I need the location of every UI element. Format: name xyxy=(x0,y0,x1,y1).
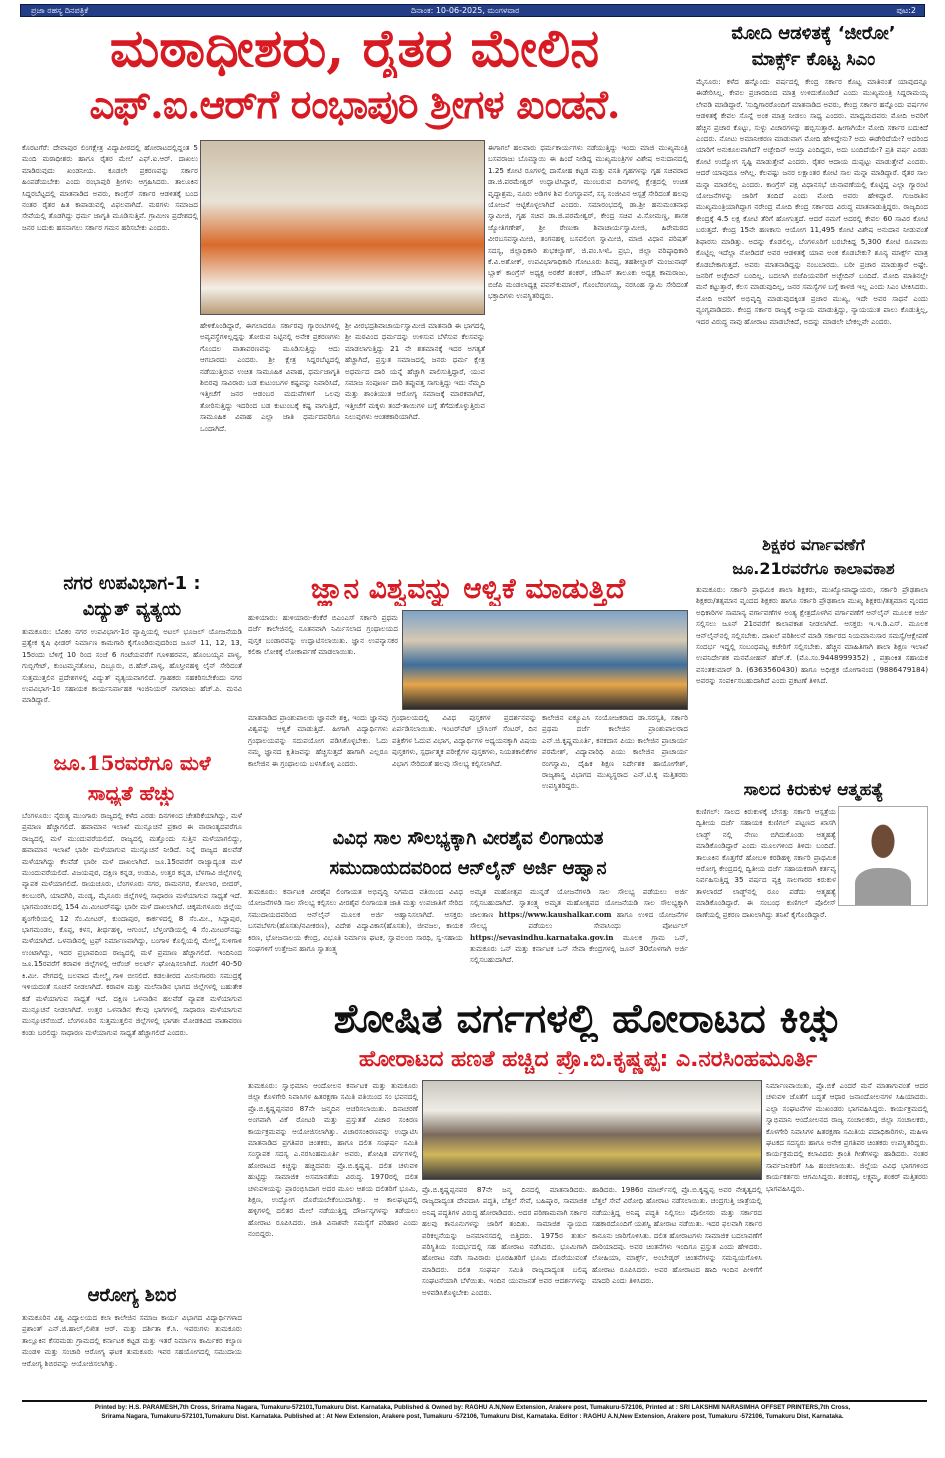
knowledge-column-0: ಮಾತನಾಡಿದ ಪ್ರಾಂಶುಪಾಲರು ಜ್ಞಾನವೇ ಶಕ್ತಿ, ಇಂದು ಜ್ಞಾನವು ವಿಶ್ವವನ್ನು ಆಳ್ವಿಕೆ ಮಾಡುತ್ತಿದೆ. ಹೀಗಾಗಿ ವಿದ್ಯಾರ್ಥಿಗಳು ಗ್ರಂಥಾಲಯವನ್ನು ಸದುಪಯೋಗ ಪಡಿಸಿಕೊಳ್ಳಬೇಕು. ಓದು ನಮ್ಮ ಜ್ಞಾನದ ಕ್ಷಿತಿಜವನ್ನು ಹೆಚ್ಚಿಸುತ್ತದೆ ಹಾಗಾಗಿ ಎಲ್ಲರೂ ಕಾಲೇಜಿನ ಈ ಗ್ರಂಥಾಲಯ ಬಳಸಿಕೊಳ್ಳಿ ಎಂದರು. xyxy=(248,713,388,768)
lead-column-4: ಈಗಾಗಲೆ ಹಲವಾರು ಧರ್ಮಕಾರ್ಯಗಳು ನಡೆಯುತ್ತಿದ್ದು ಇಂದು ಮಾಜಿ ಮುಖ್ಯಮಂತ್ರಿ ಬಸವರಾಜು ಬೊಮ್ಮಾಯಿ ಈ ಹಿಂದೆ ನೀಡಿದ್ದ ಮುಖ್ಯಮಂತ್ರಿಗಳ ವಿಶೇಷ ಅನುದಾನದಲ್ಲಿ 1.25 ಕೋಟಿ ರೂಗಳಲ್ಲಿ ದಾಸೋಹ ಕಟ್ಟಡ ಮತ್ತು ವಸತಿ ಗೃಹಗಳನ್ನು ಗೃಹ ಸಚಿವರಾದ ಡಾ.ಜಿ.ಪರಮೇಶ್ವರ್ ಉದ್ಘಾಟಿಸಿದ್ದಾರೆ, ಮುಂಬರುವ ದಿನಗಳಲ್ಲಿ ಕ್ಷೇತ್ರದಲ್ಲಿ ಉಚಿತ ವೃದ್ಧಾಶ್ರಮ, ನೂರು ಅಡಿಗಳ ಶಿವ ಲಿಂಗಸ್ಥಾಪನೆ, ಸಸ್ಯ ಸಂಜೀವಿನ ಆಸ್ಪತ್ರೆ ಸೇರಿದಂತೆ ಹಲವು ಯೋಜನೆ ಆಟ್ಟಿಕೊಳ್ಳಲಾಗಿದೆ ಎಂದರು. ಸಮಾರಂಭದಲ್ಲಿ ಡಾ.ಶ್ರೀ ಹನುಮಂತನಾಥ ಸ್ವಾಮೀಜಿ, ಗೃಹ ಸಚಿವ ಡಾ.ಜಿ.ಪರಮೇಶ್ವರ್, ಕೇಂದ್ರ ಸಚಿವ ವಿ.ಸೋಮಣ್ಣ, ಶಾಸಕ ಜ್ಯೋತಿಗಣೇಶ್, ಶ್ರೀ ರೇಣುಕಾ ಶಿವಾಚಾರ್ಯಸ್ವಾಮೀಜಿ, ಹಿರೇಮಠದ ವೀರಬಸವಸ್ವಾಮೀಜಿ, ತಂಗನಹಳ್ಳಿ ಬಸವಲಿಂಗ ಸ್ವಾಮೀಜಿ, ಮಾಜಿ ವಿಧಾನ ಪರಿಷತ್ ಸದಸ್ಯ, ಜಿಲ್ಲಾಧಿಕಾರಿ ಶುಭಕಲ್ಯಾಣ್, ಜಿ.ಪಂ.ಸಿಇಓ ಪ್ರಭು, ಜಿಲ್ಲಾ ವರಿಷ್ಠಾಧಿಕಾರಿ ಕೆ.ವಿ.ಅಶೋಕ್, ಉಪವಿಭಾಗಾಧಿಕಾರಿ ಗೋಟೂರು ಶಿವಪ್ಪ, ತಹಶೀಲ್ದಾರ್ ಮಂಜುನಾಥ್ ಬ್ಲಾಕ್ ಕಾಂಗ್ರೆಸ್ ಅಧ್ಯಕ್ಷ ಅರಕೆರೆ ಶಂಕರ್, ಜೆಡಿಎಸ್ ತಾಲೂಕು ಅಧ್ಯಕ್ಷ ಕಾಮರಾಜು, ಬಿಜೆಪಿ ಮಂಡಲಾಧ್ಯಕ್ಷ ಪವನ್‌ಕುಮಾರ್, ಗೊಂಬೆರಂಗಯ್ಯ, ನರಸಿಂಹ ಸ್ವಾಮಿ ಸೇರಿದಂತೆ ಭಕ್ತಾದಿಗಳು ಉಪಸ್ಥಿತರಿದ್ದರು. xyxy=(488,143,688,301)
knowledge-intro: ಹುಳಿಯಾರು: ಹುಳಿಯಾರು-ಕೆಂಕೆರೆ ಬಿಎಂಎಸ್ ಸರ್ಕಾರಿ ಪ್ರಥಮ ದರ್ಜೆ ಕಾಲೇಜಿನಲ್ಲಿ ನೂತನವಾಗಿ ನಿರ್ಮಿಸಲಾದ ಗ್ರಂಥಾಲಯದ ಪುಸ್ತಕ ಬಂಡಾರವನ್ನು ಉದ್ಘಾಟಿಸಲಾಯಿತು. ಜ್ಞಾನ ಉಪನ್ಯಾಸಕರ ಕಲಿಕಾ ಲೋಕಕ್ಕೆ ಲೋಕಾರ್ಪಣೆ ಮಾಡಲಾಯಿತು. xyxy=(248,613,398,657)
knowledge-column-1: ಗ್ರಂಥಾಲಯದಲ್ಲಿ ವಿವಿಧ ಪುಸ್ತಕಗಳ ಪ್ರದರ್ಶನವನ್ನು ಏರ್ಪಡಿಸಲಾಯಿತು. ಇಂಟರ್‌ನೆಟ್ ಬ್ರೌಸಿಂಗ್ ಸೆಂಟರ್, ದಿನ ಪತ್ರಿಕೆಗಳ ಓದುವ ವಿಭಾಗ, ವಿದ್ಯಾರ್ಥಿಗಳ ಅಧ್ಯಯನಕ್ಕಾಗಿ ವಿಷಯ ಪುಸ್ತಕಗಳು, ಸ್ಪರ್ಧಾತ್ಮಕ ಪರೀಕ್ಷೆಗಳ ಪುಸ್ತಕಗಳು, ನಿಯತಕಾಲಿಕೆಗಳ ವಿಭಾಗ ಸೇರಿದಂತೆ ಹಲವು ಸೌಲಭ್ಯ ಕಲ್ಪಿಸಲಾಗಿದೆ. xyxy=(392,713,537,768)
struggle-headline: ಶೋಷಿತ ವರ್ಗಗಳಲ್ಲಿ ಹೋರಾಟದ ಕಿಚ್ಚು xyxy=(333,996,843,1042)
victim-portrait-photo xyxy=(838,806,928,906)
struggle-subheadline: ಹೋರಾಟದ ಹಣತೆ ಹಚ್ಚಿದ ಪ್ರೊ.ಬಿ.ಕೃಷ್ಣಪ್ಪ: ಎ.ನರಸಿಂಹಮೂರ್ತಿ xyxy=(358,1047,818,1072)
phone-assistant: (6363560430) xyxy=(746,664,798,674)
knowledge-headline: ಜ್ಞಾನ ವಿಶ್ವವನ್ನು ಆಳ್ವಿಕೆ ಮಾಡುತ್ತಿದೆ xyxy=(310,572,626,605)
issue-date: ದಿನಾಂಕ: 10-06-2025, ಮಂಗಳವಾರ xyxy=(411,6,520,15)
paper-name: ಪ್ರಜಾ ರಹಸ್ಯ ದಿನಪತ್ರಿಕೆ xyxy=(31,6,89,15)
power-body: ತುಮಕೂರು: ಬೆವಿಕಂ ನಗರ ಉಪವಿಭಾಗ-1ರ ವ್ಯಾಪ್ತಿಯಲ್ಲಿ ಅಟಲ್ ಭೂಜಲ್ ಯೋಜನೆಯಡಿ ಪ್ರತ್ಯೇಕ ಕೃಷಿ ಫೀಡರ್ ನಿರ್ಮಾಣ ಕಾಮಗಾರಿ ಕೈಗೊಂಡಿರುವುದರಿಂದ ಜೂನ್ 11, 12, 13, 15ರಂದು ಬೆಳಿಗ್ಗೆ 10 ರಿಂದ ಸಂಜೆ 6 ಗಂಟೆಯವರೆಗೆ ಗೂಳಿಹರವನ, ಹೊಂಬಯ್ಯನ ಪಾಳ್ಯ, ಗುಬ್ಬಿಗೇಟ್, ಕುಂಟಮ್ಮನತೋಟ, ದಿಬ್ಬೂರು, ಬಿ.ಹೆಚ್.ಪಾಳ್ಯ, ಹೊಸ್ತೀನಹಳ್ಳಿ ಲೈನ್ ಸೇರಿದಂತೆ ಸುತ್ತಮುತ್ತಲಿನ ಪ್ರದೇಶಗಳಲ್ಲಿ ವಿದ್ಯುತ್ ವ್ಯತ್ಯಯವಾಗಲಿದೆ. ಗ್ರಾಹಕರು ಸಹಕರಿಸಬೇಕೆಂದು ನಗರ ಉಪವಿಭಾಗ-1ರ ಸಹಾಯಕ ಕಾರ್ಯನಿರ್ವಾಹಕ ಇಂಜಿನಿಯರ್ ನಾಗರಾಜು ಹೆಚ್.ಪಿ. ಮನವಿ ಮಾಡಿದ್ದಾರೆ. xyxy=(22,627,242,705)
loan-column-2-a: ಅಮೃತ ಮಹೋತ್ಸವ ಮುನ್ನಡೆ ಯೋಜನೆಗಳಡಿ ಸಾಲ ಸೌಲಭ್ಯ ಪಡೆಯಲು ಅರ್ಜಿ ಸಲ್ಲಿಸಬಹುದಾಗಿದೆ. ಸ್ವಾತಂತ್ರ್ಯ ಅಮೃತ ಮಹೋತ್ಸವದ ಯೋಜನೆಯಡಿ ಸಾಲ ಸೌಲಭ್ಯಕ್ಕಾಗಿ ಜಾಲತಾಣ xyxy=(470,887,688,919)
phone-deputy-director: (ಮೊ.ಸಂ.9448999352) xyxy=(796,653,869,663)
lead-photo xyxy=(200,140,485,315)
teachers-body-b: , ಪತ್ರಾಂಕಿತ ಸಹಾಯಕ ವಸಂತಕುಮಾರ್ ಡಿ. xyxy=(696,653,928,674)
power-headline-line2: ವಿದ್ಯುತ್ ವ್ಯತ್ಯಯ xyxy=(82,599,182,620)
knowledge-column-2: ಕಾಲೇಜಿನ ಐಕ್ಯೂಎಸಿ ಸಂಯೋಜಕರಾದ ಡಾ.ಸರಸ್ವತಿ, ಸರ್ಕಾರಿ ಪ್ರಥಮ ದರ್ಜೆ ಕಾಲೇಜಿನ ಪ್ರಾಂಶುಪಾಲರಾದ ಎನ್.ಜಿ.ಕೃಷ್ಣಮೂರ್ತಿ, ಕನಕದಾಸ ಪಿಯು ಕಾಲೇಜಿನ ಪ್ರಾಚಾರ್ಯ ಪರಮೇಶ್, ವಿದ್ಯಾವಾರಿಧಿ ಪಿಯು ಕಾಲೇಜಿನ ಪ್ರಾಚಾರ್ಯ ರಂಗಸ್ವಾಮಿ, ದೈಹಿಕ ಶಿಕ್ಷಣ ನಿರ್ದೇಶಕ ಹಾಯೋಗೇಶ್, ರಾಜ್ಯಶಾಸ್ತ್ರ ವಿಭಾಗದ ಮುಖ್ಯಸ್ಥರಾದ ಎನ್.ಟಿ.ಕ್ಕ ಮತ್ತಿತರರು ಉಪಸ್ಥಿತರಿದ್ದರು. xyxy=(542,713,688,791)
struggle-column-3: ಹಾಡಿದರು. 1986ರ ಮಾರ್ಚ್‌ನಲ್ಲಿ ಪ್ರೊ.ಬಿ.ಕೃಷ್ಣಪ್ಪ ಅವರ ನೇತೃತ್ವದಲ್ಲಿ ಬೆತ್ತಲೆ ಸೇವೆ ವಿರೋಧಿ ಹೋರಾಟ ನಡೆಸಲಾಯಿತು. ಚಂದ್ರಗುತ್ತಿ ಜಾತ್ರೆಯಲ್ಲಿ ನಡೆಯುತ್ತಿದ್ದ ಅನಿಷ್ಠ ಪದ್ಧತಿ ನಿಲ್ಲಿಸಲು ಪೊಲೀಸರು ಮತ್ತು ಸರ್ಕಾರದ ಸಹಕಾರದೊಂದಿಗೆ ಯಶಸ್ವಿ ಹೋರಾಟ ನಡೆಯಿತು. ಇದರ ಫಲವಾಗಿ ಸರ್ಕಾರ ಕಾನೂನು ಜಾರಿಗೊಳಿಸಿತು. ದಲಿತ ಹೋರಾಟಗಳು ಸಾಮಾಜಿಕ ಬದಲಾವಣೆಗೆ ದಾರಿಯಾದವು. ಅವರ ಚಿಂತನೆಗಳು ಇಂದಿಗೂ ಪ್ರಸ್ತುತ ಎಂದು ಹೇಳಿದರು. ಲೋಹಿಯಾ, ಮಾರ್ಕ್ಸ್, ಅಂಬೇಡ್ಕರ್ ಚಿಂತನೆಗಳನ್ನು ಸಮನ್ವಯಗೊಳಿಸಿ ಹೋರಾಟ ರೂಪಿಸಿದರು. ಅವರ ಹೋರಾಟದ ಹಾದಿ ಇಂದಿನ ಪೀಳಿಗೆಗೆ ಮಾದರಿ ಎಂದು ತಿಳಿಸಿದರು. xyxy=(592,1185,762,1286)
modi-body: ಮೈಸೂರು: ಕಳೆದ ಹನ್ನೊಂದು ವರ್ಷದಲ್ಲಿ ಕೇಂದ್ರ ಸರ್ಕಾರ ಕೊಟ್ಟ ಮಾತಿನಂತೆ ಯಾವುದನ್ನೂ ಈಡೇರಿಸಿಲ್ಲ. ಕೇವಲ ಪ್ರಚಾರದಿಂದ ಮಾತ್ರ ಉಳಿದುಕೊಂಡಿದೆ ಎಂದು ಮುಖ್ಯಮಂತ್ರಿ ಸಿದ್ದರಾಮಯ್ಯ ಲೇವಡಿ ಮಾಡಿದ್ದಾರೆ. 'ಸುದ್ದಿಗಾರರೊಂದಿಗೆ ಮಾತನಾಡಿದ ಅವರು, ಕೇಂದ್ರ ಸರ್ಕಾರ ಹನ್ನೊಂದು ವರ್ಷಗಳ ಆಡಳಿತಕ್ಕೆ ಕೇವಲ ಸೊನ್ನೆ ಅಂಕ ಮಾತ್ರ ನೀಡಲು ಸಾಧ್ಯ ಎಂದರು. ಮಾಧ್ಯಮದವರು ಮೋದಿ ಅವರಿಗೆ ಹೆಚ್ಚಿನ ಪ್ರಚಾರ ಕೊಟ್ಟು, ಸುಳ್ಳು ವಿಚಾರಗಳನ್ನು ಹಬ್ಬಿಸುತ್ತಾರೆ. ಹೀಗಾಗಿಯೇ ಮೋದಿ ಸರ್ಕಾರ ಬದುಕಿದೆ ಎಂದರು. ನೋಟು ಅಮಾನೀಕರಣ ಮಾಡುವಾಗ ಮೋದಿ ಹೇಳಿದ್ದೇನು? ಅದು ಈಡೇರಿದೆಯೇ? ಅದರಿಂದ ಯಾರಿಗೆ ಅನುಕೂಲವಾಗಿದೆ? ಅಚ್ಛೇದಿನ್ ಆಯ್ತಾ ಎಂದಿದ್ದರು, ಅದು ಬಂದಿದೆಯೇ? ಪ್ರತಿ ವರ್ಷ ಎರಡು ಕೋಟಿ ಉದ್ಯೋಗ ಸೃಷ್ಟಿ ಮಾಡುತ್ತೇವೆ ಎಂದರು. ರೈತರ ಆದಾಯ ದುಪ್ಪಟ್ಟು ಮಾಡುತ್ತೇವೆ ಎಂದರು. ಆದರೆ ಯಾವುದೂ ಆಗಿಲ್ಲ. ಕೆಲವಷ್ಟು ಜನರ ಲಕ್ಷಾಂತರ ಕೋಟಿ ಸಾಲ ಮನ್ನಾ ಮಾಡಿದ್ದಾರೆ. ರೈತರ ಸಾಲ ಮನ್ನಾ ಮಾಡಲಿಲ್ಲ ಎಂದರು. ಕಾಂಗ್ರೆಸ್ ಪಕ್ಷ ವಿಧಾನಸಭೆ ಚುನಾವಣೆಯಲ್ಲಿ ಕೊಟ್ಟಿದ್ದ ಎಲ್ಲಾ ಗ್ಯಾರಂಟಿ ಯೋಜನೆಗಳನ್ನು ಜಾರಿಗೆ ತಂದಿದೆ ಎಂದು ಮೋದಿ ಅವರು ಹೇಳಿದ್ದಾರೆ. ಗುಜರಾತಿನ ಮುಖ್ಯಮಂತ್ರಿಯಾಗಿದ್ದಾಗ ನರೇಂದ್ರ ಮೋದಿ ಕೇಂದ್ರ ಸರ್ಕಾರದ ವಿರುದ್ಧ ಮಾತನಾಡುತ್ತಿದ್ದರು. ರಾಜ್ಯದಿಂದ ಕೇಂದ್ರಕ್ಕೆ 4.5 ಲಕ್ಷ ಕೋಟಿ ತೆರಿಗೆ ಹೋಗುತ್ತದೆ. ಆದರೆ ನಮಗೆ ಅದರಲ್ಲಿ ಕೇವಲ 60 ಸಾವಿರ ಕೋಟಿ ಬರುತ್ತದೆ. ಕೇಂದ್ರ 15ನೇ ಹಣಕಾಸು ಆಯೋಗ 11,495 ಕೋಟಿ ವಿಶೇಷ ಅನುದಾನ ನೀಡುವಂತೆ ಶಿಫಾರಸು ಮಾಡಿತ್ತು. ಅದನ್ನು ಕೊಡಲಿಲ್ಲ. ಬೆಂಗಳೂರಿಗೆ ಬರಬೇಕಿದ್ದ 5,300 ಕೋಟಿ ರೂಪಾಯಿ ಕೊಟ್ಟಿಲ್ಲ ಇದೆಲ್ಲಾ ನೋಡಿದರೆ ಅವರ ಆಡಳಿತಕ್ಕೆ ಯಾವ ಅಂಕ ಕೊಡಬೇಕು? ಶೂನ್ಯ ಮಾರ್ಕ್ಸ್ ಮಾತ್ರ ಕೊಡಬೇಕಾಗುತ್ತದೆ. ಅವರು ಮಾತನಾಡಿದ್ದನ್ನು ನಂಬಬಾರದು. ಬರೀ ಪ್ರಚಾರ ಮಾಡುತ್ತಾರೆ ಅಷ್ಟೇ. ಜನರಿಗೆ ಅಚ್ಛೇದಿನ್ ಬಂದಿಲ್ಲ. ಬದಲಾಗಿ ಬಿಜೆಪಿಯವರಿಗೆ ಅಚ್ಛೇದಿನ್ ಬಂದಿದೆ. ಮೋದಿ ಮಾತಿನಲ್ಲೇ ಮನೆ ಕಟ್ಟುತ್ತಾರೆ, ಕೆಲಸ ಮಾಡುವುದಿಲ್ಲ, ಜನರ ಸಮಸ್ಯೆಗಳ ಬಗ್ಗೆ ಕಾಳಜಿ ಇಲ್ಲ ಎಂದು ಸಿಎಂ ಟೀಕಿಸಿದರು. ಮೋದಿ ಅವರಿಗೆ ಅಭಿವೃದ್ಧಿ ಮಾಡುವುದಕ್ಕಿಂತ ಪ್ರಚಾರ ಮುಖ್ಯ, ಇದೇ ಅವರ ಸಾಧನೆ ಎಂದು ವ್ಯಂಗ್ಯವಾಡಿದರು. ಕೇಂದ್ರ ಸರ್ಕಾರ ರಾಜ್ಯಕ್ಕೆ ಅನ್ಯಾಯ ಮಾಡುತ್ತಿದ್ದು, ನ್ಯಾಯಯುತ ಪಾಲು ಕೊಡುತ್ತಿಲ್ಲ, ಇದರ ವಿರುದ್ಧ ನಾವು ಹೋರಾಟ ಮಾಡಬೇಕಿದೆ, ಅದನ್ನು ಮಾಡಲೇ ಬೇಕಲ್ಲವೇ ಎಂದರು. xyxy=(696,77,928,326)
imprint-line-1: Printed by: H.S. PARAMESH,7th Cross, Srirama Nagara, Tumakuru-572101,Tumakuru Dist. Karnataka, Published & Owned by: RAGHU A.N,New Extension, Arakere post, Tumakuru-572106, Printed at : SRI LAKSHMI NARASIMHA OFFSET PRINTERS,7th Cross, xyxy=(94,1404,851,1411)
suicide-headline: ಸಾಲದ ಕಿರುಕುಳ ಆತ್ಮಹತ್ಯೆ xyxy=(743,780,884,800)
lead-headline-line1: ಮಠಾಧೀಶರು, ರೈತರ ಮೇಲಿನ xyxy=(109,20,600,78)
page-number: ಪುಟ:2 xyxy=(896,6,916,15)
power-headline-line1: ನಗರ ಉಪವಿಭಾಗ-1 : xyxy=(63,573,201,594)
footer-rule xyxy=(22,1400,927,1402)
rain-headline-line2: ಸಾಧ್ಯತೆ ಹೆಚ್ಚು xyxy=(87,781,177,805)
masthead-bar xyxy=(20,4,925,17)
loan-column-2 xyxy=(470,886,688,990)
struggle-column-4: ನಿರ್ಮಾಣವಾಯಿತು, ಪ್ರೊ.ಬಿಕೆ ಎಂದರೆ ಮನೆ ಮಾತಾಗುವಂತೆ ಆದರ ಚಳುವಳಿ ಜೊತೆಗೆ ಬದ್ಧತೆ ಆಧಾರ ಜನಾಂದೋಲನಗಳ ಸಿಹಿಯಾದರು. ಎಲ್ಲಾ ಸಂಘಟನೆಗಳ ಮುಖಂಡರು ಭಾಗವಹಿಸಿದ್ದರು. ಕಾರ್ಯಕ್ರಮದಲ್ಲಿ ಸ್ವಾಭಿಮಾನಿ ಆಂದೋಲನದ ರಾಜ್ಯ ಸಂಚಾಲಕರು, ಜಿಲ್ಲಾ ಸಂಚಾಲಕರು, ಕೊಳಗೇರಿ ನಿವಾಸಿಗಳ ಹಿತರಕ್ಷಣಾ ಸಮಿತಿಯ ಪದಾಧಿಕಾರಿಗಳು, ಮಹಿಳಾ ಘಟಕದ ಸದಸ್ಯರು ಹಾಗೂ ಅನೇಕ ಪ್ರಗತಿಪರ ಚಿಂತಕರು ಉಪಸ್ಥಿತರಿದ್ದರು. ಕಾರ್ಯಕ್ರಮದಲ್ಲಿ ಕಲಾವಿದರು ಕ್ರಾಂತಿ ಗೀತೆಗಳನ್ನು ಹಾಡಿದರು. ನಂತರ ಸಾರ್ವಜನಿಕರಿಗೆ ಸಿಹಿ ಹಂಚಲಾಯಿತು. ಜಿಲ್ಲೆಯ ವಿವಿಧ ಭಾಗಗಳಿಂದ ಕಾರ್ಯಕರ್ತರು ಆಗಮಿಸಿದ್ದರು. ಶಂಕರಪ್ಪ, ಲಕ್ಷ್ಮಮ್ಮ, ಶಂಕರ್ ಮತ್ತಿತರರು ಭಾಗವಹಿಸಿದ್ದರು. xyxy=(766,1081,928,1193)
loan-headline-line1: ವಿವಿಧ ಸಾಲ ಸೌಲಭ್ಯಕ್ಕಾಗಿ ವೀರಶೈವ ಲಿಂಗಾಯತ xyxy=(332,828,604,849)
kaushalkar-link[interactable]: https://www.kaushalkar.com xyxy=(498,909,612,919)
loan-headline-line2: ಸಮುದಾಯದವರಿಂದ ಆನ್‌ಲೈನ್ ಅರ್ಜಿ ಆಹ್ವಾನ xyxy=(329,858,607,879)
lead-column-1: ಕೊರಟಗೆರೆ: ದೇವಾಪುರ ಲಿಂಗಕ್ಷೇತ್ರ ವಿದ್ಯಾಪೀಠದಲ್ಲಿ ಹೋರಾಟದಲ್ಲಿದ್ದಂತ 5 ಮಂದಿ ಮಠಾಧೀಶರು ಹಾಗೂ ರೈತರ ಮೇಲೆ ಎಫ್.ಐ.ಆರ್. ದಾಖಲು ಮಾಡಿರುವುದು ಖಂಡನೀಯ. ಕೂಡಲೇ ಪ್ರಕರಣವನ್ನು ಸರ್ಕಾರ ಹಿಂಪಡೆಯಬೇಕು ಎಂದು ರಂಭಾಪುರಿ ಶ್ರೀಗಳು ಆಗ್ರಹಿಸಿದರು. ತಾಲೂಕಿನ ಸಿದ್ದರಬೆಟ್ಟದಲ್ಲಿ ಮಾತನಾಡಿದ ಅವರು, ಕಾಂಗ್ರೆಸ್ ಸರ್ಕಾರ ಆಡಳಿತಕ್ಕೆ ಬಂದ ನಂತರ ರೈತರ ಹಿತ ಕಾಪಾಡುವಲ್ಲಿ ವಿಫಲವಾಗಿದೆ. ಮಠಗಳು ಸಮಾಜದ ಸೇವೆಯಲ್ಲಿ ತೊಡಗಿದ್ದು ಧರ್ಮ ಜಾಗೃತಿ ಮೂಡಿಸುತ್ತಿವೆ. ಗ್ರಾಮೀಣ ಪ್ರದೇಶದಲ್ಲಿ ಜನರ ಬದುಕು ಹಸನಾಗಲು ಸರ್ಕಾರ ಗಮನ ಹರಿಸಬೇಕು ಎಂದರು. xyxy=(22,143,198,232)
sevasindhu-link[interactable]: https://sevasindhu.karnataka.gov.in xyxy=(470,932,614,942)
health-body: ತುಮಕೂರಿನ ವಿಶ್ವ ವಿದ್ಯಾಲಯದ ಕಲಾ ಕಾಲೇಜಿನ ಸಮಾಜ ಕಾರ್ಯ ವಿಭಾಗದ ವಿದ್ಯಾರ್ಥಿಗಳಾದ ಪ್ರಶಾಂತ್ ಎನ್.ಜಿ.ಹಾಲ್,ಲಿಖಿತ ಆರ್. ಮತ್ತು ದರ್ಶಿತಾ ಕೆ.ಸಿ. ಇವರುಗಳು ತುಮಕೂರು ತಾಲ್ಲೂಕಿನ ಕೆಸರಮಡು ಗ್ರಾಮದಲ್ಲಿ ಕರ್ನಾಟಕ ಕಟ್ಟಡ ಮತ್ತು ಇತರೆ ನಿರ್ಮಾಣ ಕಾರ್ಮಿಕರ ಕಲ್ಯಾಣ ಮಂಡಳಿ ಮತ್ತು ಸಂಚಾರಿ ಆರೋಗ್ಯ ಘಟಕ ತುಮಕೂರು ಇವರ ಸಹಯೋಗದಲ್ಲಿ ಸಮುದಾಯ ಆರೋಗ್ಯ ಶಿಬಿರವನ್ನು ಆಯೋಜಿಸಲಾಗಿತ್ತು. xyxy=(22,1313,242,1368)
lead-column-3: ಶ್ರೀ ವೀರಭದ್ರಶಿವಾಚಾರ್ಯಸ್ವಾಮೀಜಿ ಮಾತನಾಡಿ ಈ ಭಾಗದಲ್ಲಿ ಶ್ರೀ ಮಠವಿಂದ ಧರ್ಮದನ್ನು ಉಳಿಸುವ ಬೆಳೆಸುವ ಕೆಲಸವನ್ನು ಮಾಡಲಾಗುತ್ತಿದ್ದು 21 ನೇ ಶತಮಾನಕ್ಕೆ ಇದರ ಅಗತ್ಯತೆ ಹೆಚ್ಚಾಗಿದೆ, ಪ್ರಸ್ತುತ ಸಮಾಜದಲ್ಲಿ ಜನರು ಧರ್ಮ ಕ್ಷೇತ್ರ ಅಧರ್ಮದ ದಾರಿ ಯನ್ನೆ ಹೆಚ್ಚಾಗಿ ಪಾಲಿಸುತ್ತಿದ್ದಾರೆ, ಯುವ ಸಮಾಜ ಸಂಪೂರ್ಣ ದಾರಿ ತಪ್ಪುವತ್ತ ಸಾಗುತ್ತಿದ್ದು ಇದು ನೆಮ್ಮದಿ ಮತ್ತು ಶಾಂತಿಯುತ ಆರೋಗ್ಯ ಸಮಾಜಕ್ಕೆ ಮಾರಕವಾಗಿದೆ, ಇತ್ತೀಚೆಗೆ ಮಕ್ಕಳು ತಂದೆ-ತಾಯಿಗಳ ಬಗ್ಗೆ ತೆಗೆದುಕೊಳ್ಳುತ್ತಿರುವ ನಿಲುವುಗಳು ಆಂತಕಕಾರಿಯಾಗಿದೆ. xyxy=(345,321,485,422)
teachers-body-a: ತುಮಕೂರು: ಸರ್ಕಾರಿ ಪ್ರಾಥಮಿಕ ಶಾಲಾ ಶಿಕ್ಷಕರು, ಮುಖ್ಯೋಪಾಧ್ಯಾಯರು, ಸರ್ಕಾರಿ ಪ್ರೌಢಶಾಲಾ ಶಿಕ್ಷಕರು/ತತ್ಸಮಾನ ವೃಂದದ ಶಿಕ್ಷಕರು ಹಾಗೂ ಸರ್ಕಾರಿ ಪ್ರೌಢಶಾಲಾ ಮುಖ್ಯ ಶಿಕ್ಷಕರು/ತತ್ಸಮಾನ ವೃಂದದ ಅಧಿಕಾರಿಗಳ ಸಾಮಾನ್ಯ ವರ್ಗಾವಣೆಗಳ ಅಂತ್ಯ ಕ್ಷೇತ್ರದೊಳಗಿನ ವರ್ಗಾವಣೆಗೆ ಆನ್‌ಲೈನ್ ಮೂಲಕ ಅರ್ಜಿ ಸಲ್ಲಿಸಲು ಜೂನ್ 21ರವರೆಗೆ ಕಾಲಾವಕಾಶ ನೀಡಲಾಗಿದೆ. ಆಸಕ್ತರು ಇ.ಇ.ಡಿ.ಎಸ್. ಮೂಲಕ ಆನ್‌ಲೈನ್‌ನಲ್ಲಿ ಸಲ್ಲಿಸಬೇಕು. ದಾಖಲೆ ಪರಿಶೀಲನೆ ಮಾಡಿ ಸರ್ಕಾರದ ನಿಯಮಾನುಸಾರ ಸಮಸ್ಯೆ/ಆಕ್ಷೇಪಣೆ ಸಂದರ್ಭ ಇದ್ದಲ್ಲಿ ಸಂಬಂಧಪಟ್ಟ ಕಚೇರಿಗೆ ಸಲ್ಲಿಸಬೇಕು. ಹೆಚ್ಚಿನ ಮಾಹಿತಿಗಾಗಿ ಶಾಲಾ ಶಿಕ್ಷಣ ಇಲಾಖೆ ಉಪನಿರ್ದೇಶಕ ಮನಮೋಹನ್ ಹೆಚ್.ಕೆ. xyxy=(696,585,928,663)
teachers-headline-line1: ಶಿಕ್ಷಕರ ವರ್ಗಾವಣೆಗೆ xyxy=(762,535,865,554)
rain-body: ಬೆಂಗಳೂರು: ನೈರುತ್ಯ ಮುಂಗಾರು ರಾಜ್ಯದಲ್ಲಿ ಕಳೆದ ಎರಡು ದಿನಗಳಿಂದ ಚೇತರಿಕೆಯಾಗಿದ್ದು, ಮಳೆ ಪ್ರಮಾಣ ಹೆಚ್ಚಾಗಲಿದೆ. ಹವಾಮಾನ ಇಲಾಖೆ ಮುನ್ಸೂಚನೆ ಪ್ರಕಾರ ಈ ವಾರಾಂತ್ಯದವರೆಗೂ ರಾಜ್ಯದಲ್ಲಿ ಮಳೆ ಮುಂದುವರೆಯಲಿದೆ. ರಾಜ್ಯದಲ್ಲಿ ಮತ್ತೊಂದು ಸುತ್ತಿನ ಮಳೆಯಾಗಲಿದ್ದು, ಹವಾಮಾನ ಇಲಾಖೆ ಭಾರೀ ಮಳೆಯಾಗುವ ಮುನ್ಸೂಚನೆ ನೀಡಿದೆ. ನಿನ್ನೆ ರಾಜ್ಯದ ಹಲವೆಡೆ ಮಳೆಯಾಗಿದ್ದು ಕೆಲವೆಡೆ ಭಾರೀ ಮಳೆ ದಾಖಲಾಗಿದೆ. ಜೂ.15ರವರೆಗೆ ರಾಜ್ಯಾದ್ಯಂತ ಮಳೆ ಮುಂದುವರೆಯಲಿದೆ. ವಿಜಯಪುರ, ದಕ್ಷಿಣ ಕನ್ನಡ, ಉಡುಪಿ, ಉತ್ತರ ಕನ್ನಡ, ಬೆಳಗಾವಿ ಜಿಲ್ಲೆಗಳಲ್ಲಿ ವ್ಯಾಪಕ ಮಳೆಯಾಗಲಿದೆ. ರಾಯಚೂರು, ಬೆಂಗಳೂರು ನಗರ, ರಾಮನಗರ, ಕೋಲಾರ, ಬೀದರ್, ಕಲಬುರಗಿ, ಯಾದಗಿರಿ, ಮಂಡ್ಯ, ಮೈಸೂರು ಜಿಲ್ಲೆಗಳಲ್ಲಿ ಸಾಧಾರಣ ಮಳೆಯಾಗುವ ಸಾಧ್ಯತೆ ಇದೆ. ಭಾಗಮಂಡಲದಲ್ಲಿ 154 ಮಿ.ಮೀಟರ್‌ನಷ್ಟು ಭಾರೀ ಮಳೆ ದಾಖಲಾಗಿದೆ. ಚಿಕ್ಕಮಗಳೂರು ಜಿಲ್ಲೆಯ ಶೃಂಗೇರಿಯಲ್ಲಿ 12 ಸೆಂ.ಮೀಟರ್, ಕುಂದಾಪುರ, ಕಾರ್ಕಳದಲ್ಲಿ 8 ಸೆಂ.ಮೀ., ಸಿದ್ದಾಪುರ, ಭಾಗಮಂಡಲ, ಕೊಪ್ಪ, ಕಳಸ, ತೀರ್ಥಹಳ್ಳಿ, ಆಗುಂಬೆ, ಬೆಳ್ತಂಗಡಿಯಲ್ಲಿ 4 ಸೆಂ.ಮೀಟರ್‌ನಷ್ಟು ಮಳೆಯಾಗಿದೆ. ಒಳನಾಡಿನಲ್ಲಿ ಟ್ರಫ್ ನಿರ್ಮಾಣವಾಗಿದ್ದು, ಬಂಗಾಳ ಕೊಲ್ಲಿಯಲ್ಲಿ ಮೇಲ್ಮೈ ಸುಳಿಗಾಳಿ ಉಂಟಾಗಿದ್ದು, ಇದರ ಪ್ರಭಾವದಿಂದ ರಾಜ್ಯದಲ್ಲಿ ಮಳೆ ಪ್ರಮಾಣ ಹೆಚ್ಚಾಗಲಿದೆ. ಇಂದಿನಿಂದ ಜೂ.15ರವರೆಗೆ ಕರಾವಳಿ ಜಿಲ್ಲೆಗಳಲ್ಲಿ ಆರೆಂಜ್ ಅಲರ್ಟ್ ಘೋಷಿಸಲಾಗಿದೆ. ಗಂಟೆಗೆ 40-50 ಕಿ.ಮೀ. ವೇಗದಲ್ಲಿ ಬಲವಾದ ಮೇಲ್ಮೈ ಗಾಳಿ ಬೀಸಲಿದೆ. ಕಡಲತೀರದ ಮೀನುಗಾರರು ಸಮುದ್ರಕ್ಕೆ ಇಳಿಯದಂತೆ ಸೂಚನೆ ನೀಡಲಾಗಿದೆ. ಕರಾವಳಿ ಮತ್ತು ಮಲೆನಾಡಿನ ಭಾಗದ ಜಿಲ್ಲೆಗಳಲ್ಲಿ ಬಹುತೇಕ ಕಡೆ ಮಳೆಯಾಗುವ ಸಾಧ್ಯತೆ ಇದೆ. ದಕ್ಷಿಣ ಒಳನಾಡಿನ ಹಲವೆಡೆ ವ್ಯಾಪಕ ಮಳೆಯಾಗುವ ಮುನ್ಸೂಚನೆ ನೀಡಲಾಗಿದೆ. ಉತ್ತರ ಒಳನಾಡಿನ ಕೆಲವು ಭಾಗಗಳಲ್ಲಿ ಸಾಧಾರಣ ಮಳೆಯಾಗುವ ಮುನ್ಸೂಚನೆಯಿದೆ. ಬೆಂಗಳೂರಿನ ಸುತ್ತಮುತ್ತಲಿನ ಜಿಲ್ಲೆಗಳಲ್ಲಿ ಭಾಗಶಃ ಮೋಡಕವಿದ ವಾತಾವರಣ ಕಂಡು ಬರಲಿದ್ದು ಸಾಧಾರಣ ಮಳೆಯಾಗುವ ಸಾಧ್ಯತೆ ಹೆಚ್ಚಾಗಲಿದೆ ಎಂದರು. xyxy=(22,811,242,1037)
loan-column-1: ತುಮಕೂರು: ಕರ್ನಾಟಕ ವೀರಶೈವ ಲಿಂಗಾಯತ ಅಭಿವೃದ್ಧಿ ನಿಗಮದ ವತಿಯಿಂದ ವಿವಿಧ ಯೋಜನೆಗಳಡಿ ಸಾಲ ಸೌಲಭ್ಯ ಕಲ್ಪಿಸಲು ವೀರಶೈವ ಲಿಂಗಾಯತ ಜಾತಿ ಮತ್ತು ಉಪಜಾತಿಗೆ ಸೇರಿದ ಸಮುದಾಯದವರಿಂದ ಆನ್‌ಲೈನ್ ಮೂಲಕ ಅರ್ಜಿ ಆಹ್ವಾನಿಸಲಾಗಿದೆ. ಆಸಕ್ತರು ಬಸವಬೆಳಗು(ಹೊಸತು/ನವೀಕರಣ), ವಿದೇಶ ವಿದ್ಯಾವಿಕಾಸ(ಹೊಸತು), ಜೀವಜಲ, ಕಾಯಕ ಕಿರಣ, ಭೋಜನಾಲಯ ಕೇಂದ್ರ, ವಿಭೂತಿ ನಿರ್ಮಾಣ ಘಟಕ, ಸ್ವಾವಲಂಬಿ ಸಾರಥಿ, ಸ್ವ-ಸಹಾಯ ಸಂಘಗಳಿಗೆ ಉತ್ತೇಜನ ಹಾಗೂ ಸ್ವಾತಂತ್ರ್ಯ xyxy=(248,887,463,954)
phone-superintendent: (9886479184) xyxy=(876,664,928,674)
struggle-photo xyxy=(422,1080,762,1180)
health-headline: ಆರೋಗ್ಯ ಶಿಬಿರ xyxy=(87,1285,177,1306)
imprint-line-2: Srirama Nagara, Tumakuru-572101,Tumakuru Dist. Karnataka. Published at : At New Extension, Arakere post, Tumakuru -572106, Tumakuru Dist, Karnataka. Editor : RAGHU A.N,New Extension, Arakere post, Tumakuru -572106, Tumakuru Dist, Karnataka. xyxy=(101,1412,844,1420)
teachers-body-c: ಹಾಗೂ ಅಧೀಕ್ಷಕ ಯೋಗಾನಂದ xyxy=(801,664,874,674)
knowledge-photo xyxy=(402,610,688,710)
struggle-column-1: ತುಮಕೂರು: ಸ್ವಾಭಿಮಾನಿ ಆಂದೋಲನ ಕರ್ನಾಟಕ ಮತ್ತು ತುಮಕೂರು ಜಿಲ್ಲಾ ಕೊಳಗೇರಿ ನಿವಾಸಿಗಳ ಹಿತರಕ್ಷಣಾ ಸಮಿತಿ ವತಿಯಿಂದ ಸಂ ಭವನದಲ್ಲಿ ಪ್ರೊ.ಬಿ.ಕೃಷ್ಣಪ್ಪನವರ 87ನೇ ಜನ್ಮದಿನ ಆಚರಿಸಲಾಯಿತು. ದಿನಾಚರಣೆ ಅಂಗವಾಗಿ ವಿಕೆ ರೋಟರಿ ಮತ್ತು ಪ್ರಸ್ತುತತೆ ವಿಚಾರ ಸಂಕಿರಣ ಕಾರ್ಯಕ್ರಮವನ್ನು ಆಯೋಜಿಸಲಾಗಿತ್ತು. ವಿಚಾರಸಂಕಿರಣವನ್ನು ಉದ್ಘಾಟಿಸಿ ಮಾತನಾಡಿದ ಪ್ರಗತಿಪರ ಚಿಂತಕರು, ಹಾಗೂ ದಲಿತ ಸಂಘರ್ಷ ಸಮಿತಿ ಸಂಸ್ಥಾಪಕ ಸದಸ್ಯ ಎ.ನರಸಿಂಹಮೂರ್ತಿ ಅವರು, ಶೋಷಿತ ವರ್ಗಗಳಲ್ಲಿ ಹೋರಾಟದ ಕಿಚ್ಚನ್ನು ಹಚ್ಚಿದವರು ಪ್ರೊ.ಬಿ.ಕೃಷ್ಣಪ್ಪ. ದಲಿತ ಚಳುವಳಿ ಹುಟ್ಟಿದ್ದು ಸಾಮಾಜಿಕ ಅಸಮಾನತೆಯ ವಿರುದ್ಧ. 1970ರಲ್ಲಿ ದಲಿತ ಚಳುವಳಿಯನ್ನು ಪ್ರಾರಂಭಿಸಿದಾಗ ಅದರ ಮೂಲ ಆಶಯ ದಲಿತರಿಗೆ ಭೂಮಿ, ಶಿಕ್ಷಣ, ಉದ್ಯೋಗ ದೊರೆಯಬೇಕೆಂಬುದಾಗಿತ್ತು. ಆ ಕಾಲಘಟ್ಟದಲ್ಲಿ ಹಳ್ಳಿಗಳಲ್ಲಿ ದಲಿತರ ಮೇಲೆ ನಡೆಯುತ್ತಿದ್ದ ದೌರ್ಜನ್ಯಗಳನ್ನು ತಡೆಯಲು ಹೋರಾಟ ರೂಪಿಸಿದರು. ಜಾತಿ ವಿನಾಶವೇ ಸಮಸ್ಯೆಗೆ ಪರಿಹಾರ ಎಂದು ನಂಬಿದ್ದರು. xyxy=(248,1081,418,1239)
loan-column-2-b: ಹಾಗೂ ಉಳಿದ ಯೋಜನೆಗಳ ಸೌಲಭ್ಯ ಪಡೆಯಲು ಸೇವಾಸಿಂಧು ಪೋರ್ಟಲ್ xyxy=(470,909,688,931)
struggle-column-2: ಪ್ರೊ.ಬಿ.ಕೃಷ್ಣಪ್ಪನವರ 87ನೇ ಜನ್ಮ ದಿನದಲ್ಲಿ ಮಾತನಾಡಿದರು. ರಾಜ್ಯದಾದ್ಯಂತ ದೇವದಾಸಿ ಪದ್ಧತಿ, ಬೆತ್ತಲೆ ಸೇವೆ, ಬಹಿಷ್ಕಾರ, ಸಾಮಾಜಿಕ ಅನಿಷ್ಠ ಪದ್ಧತಿಗಳ ವಿರುದ್ಧ ಹೋರಾಡಿದರು. ಅದರ ಪರಿಣಾಮವಾಗಿ ಸರ್ಕಾರ ಹಲವು ಕಾನೂನುಗಳನ್ನು ಜಾರಿಗೆ ತಂದಿತು. ಸಾಮಾಜಿಕ ನ್ಯಾಯದ ಪರಿಕಲ್ಪನೆಯನ್ನು ಜನಮಾನಸದಲ್ಲಿ ಬಿತ್ತಿದರು. 1975ರ ತುರ್ತು ಪರಿಸ್ಥಿತಿಯ ಸಂದರ್ಭದಲ್ಲಿ ಸಹ ಹೋರಾಟ ನಡೆಸಿದರು. ಭೂಮಿಗಾಗಿ ಹೋರಾಟ ನಡೆಸಿ ಸಾವಿರಾರು ಭೂರಹಿತರಿಗೆ ಭೂಮಿ ದೊರೆಯುವಂತೆ ಮಾಡಿದರು. ದಲಿತ ಸಂಘರ್ಷ ಸಮಿತಿ ರಾಜ್ಯದಾದ್ಯಂತ ಬಲಿಷ್ಠ ಸಂಘಟನೆಯಾಗಿ ಬೆಳೆಯಿತು. ಇಂದಿನ ಯುವಜನತೆ ಅವರ ಆದರ್ಶಗಳನ್ನು ಅಳವಡಿಸಿಕೊಳ್ಳಬೇಕು ಎಂದರು. xyxy=(422,1185,587,1297)
teachers-body xyxy=(696,584,928,774)
loan-column-2-c: ಮೂಲಕ ಗ್ರಾಮ ಒನ್, ತುಮಕೂರು ಒನ್ ಮತ್ತು ಕರ್ನಾಟಕ ಒನ್ ಸೇವಾ ಕೇಂದ್ರಗಳಲ್ಲಿ ಜೂನ್ 30ರೊಳಗಾಗಿ ಅರ್ಜಿ ಸಲ್ಲಿಸಬಹುದಾಗಿದೆ. xyxy=(470,932,688,965)
teachers-body-d: ಅವರನ್ನು ಸಂಪರ್ಕಿಸಬಹುದಾಗಿದೆ ಎಂದು ಪ್ರಕಟಣೆ ತಿಳಿಸಿದೆ. xyxy=(696,676,828,686)
suicide-body: ಕುಣಿಗಲ್: ಸಾಲದ ಕಿರುಕುಳಕ್ಕೆ ಬೇಸತ್ತು ಸರ್ಕಾರಿ ಆಸ್ಪತ್ರೆಯ ದ್ವಿತೀಯ ದರ್ಜೆ ಸಹಾಯಕ ಕುಣಿಗಲ್ ಪಟ್ಟಣದ ಖಾಸಗಿ ಲಾಡ್ಜ್ ನಲ್ಲಿ ನೇಣು ಬಿಗಿದುಕೊಂಡು ಆತ್ಮಹತ್ಯೆ ಮಾಡಿಕೊಂಡಿದ್ದಾರೆ ಎಂದು ಮೂಲಗಳಿಂದ ತಿಳಿದು ಬಂದಿದೆ. ತಾಲೂಕಿನ ಕೊತ್ತಗೆರೆ ಹೋಬಳಿ ಕರಡಿಹಳ್ಳಿ ಸರ್ಕಾರಿ ಪ್ರಾಥಮಿಕ ಆರೋಗ್ಯ ಕೇಂದ್ರದಲ್ಲಿ ದ್ವಿತೀಯ ದರ್ಜೆ ಸಹಾಯಕರಾಗಿ ಕರ್ತವ್ಯ ನಿರ್ವಹಿಸುತ್ತಿದ್ದ 35 ವರ್ಷದ ವ್ಯಕ್ತಿ ಸಾಲಗಾರರ ಕಿರುಕುಳ ತಾಳಲಾರದೆ ಲಾಡ್ಜ್‌ನಲ್ಲಿ ರೂಂ ಪಡೆದು ಆತ್ಮಹತ್ಯೆ ಮಾಡಿಕೊಂಡಿದ್ದಾರೆ. ಈ ಸಂಬಂಧ ಕುಣಿಗಲ್ ಪೊಲೀಸ್ ಠಾಣೆಯಲ್ಲಿ ಪ್ರಕರಣ ದಾಖಲಾಗಿದ್ದು ತನಿಖೆ ಕೈಗೊಂಡಿದ್ದಾರೆ. xyxy=(696,807,836,919)
lead-column-2: ಹೇಳಿಕೊಂಡಿದ್ದಾರೆ, ಈಗಲಾದರೂ ಸರ್ಕಾರವು ಗ್ಯಾರಂಟಿಗಳಲ್ಲಿ ಅವ್ಯವಸ್ಥೆಗಳಿಲ್ಲದ್ದನ್ನು ತೋರುವ ನಿಟ್ಟಿನಲ್ಲಿ ಅನೇಕ ಪ್ರಕರಣಗಳು ಗೊಂದಲ ವಾತಾವರಣವನ್ನು ಮೂಡಿಸುತ್ತಿದ್ದು ಆದು ಆಗಬಾರದು ಎಂದರು. ಶ್ರೀ ಕ್ಷೇತ್ರ ಸಿದ್ದರಬೆಟ್ಟದಲ್ಲಿ ನಡೆಯುತ್ತಿರುವ ಉಚಿತ ಸಾಮೂಹಿಕ ವಿವಾಹ, ಧರ್ಮಜಾಗೃತಿ ಶಿಬಿರವು ಸಾವಿರಾರು ಬಡ ಕುಟುಂಬಗಳ ಕಷ್ಟವನ್ನು ನಿವಾರಿಸಿದೆ, ಇತ್ತೀಚೆಗೆ ಜನರ ಆಡಂಬರ ಮದುವೆಗಳಿಗೆ ಒಲವು ತೋರಿಸುತ್ತಿದ್ದು ಇದರಿಂದ ಬಡ ಕುಟುಂಬಕ್ಕೆ ಕಷ್ಟ ವಾಗುತ್ತಿದೆ, ಸಾಮೂಹಿಕ ವಿವಾಹ ಎಲ್ಲಾ ಜಾತಿ ಧರ್ಮದವರಿಗೂ ಒಂದಾಗಿದೆ. xyxy=(200,321,340,433)
teachers-headline-line2: ಜೂ.21ರವರೆಗೂ ಕಾಲಾವಕಾಶ xyxy=(732,559,895,578)
lead-headline-line2: ಎಫ್.ಐ.ಆರ್‌ಗೆ ರಂಭಾಪುರಿ ಶ್ರೀಗಳ ಖಂಡನೆ. xyxy=(89,82,620,128)
modi-headline-line2: ಮಾರ್ಕ್ಸ್ ಕೊಟ್ಟ ಸಿಎಂ xyxy=(751,49,876,70)
modi-headline-line1: ಮೋದಿ ಆಡಳಿತಕ್ಕೆ ‘ಜೀರೋ’ xyxy=(731,23,896,44)
rain-headline-line1: ಜೂ.15ರವರೆಗೂ ಮಳೆ xyxy=(53,751,211,775)
imprint xyxy=(20,1404,925,1421)
